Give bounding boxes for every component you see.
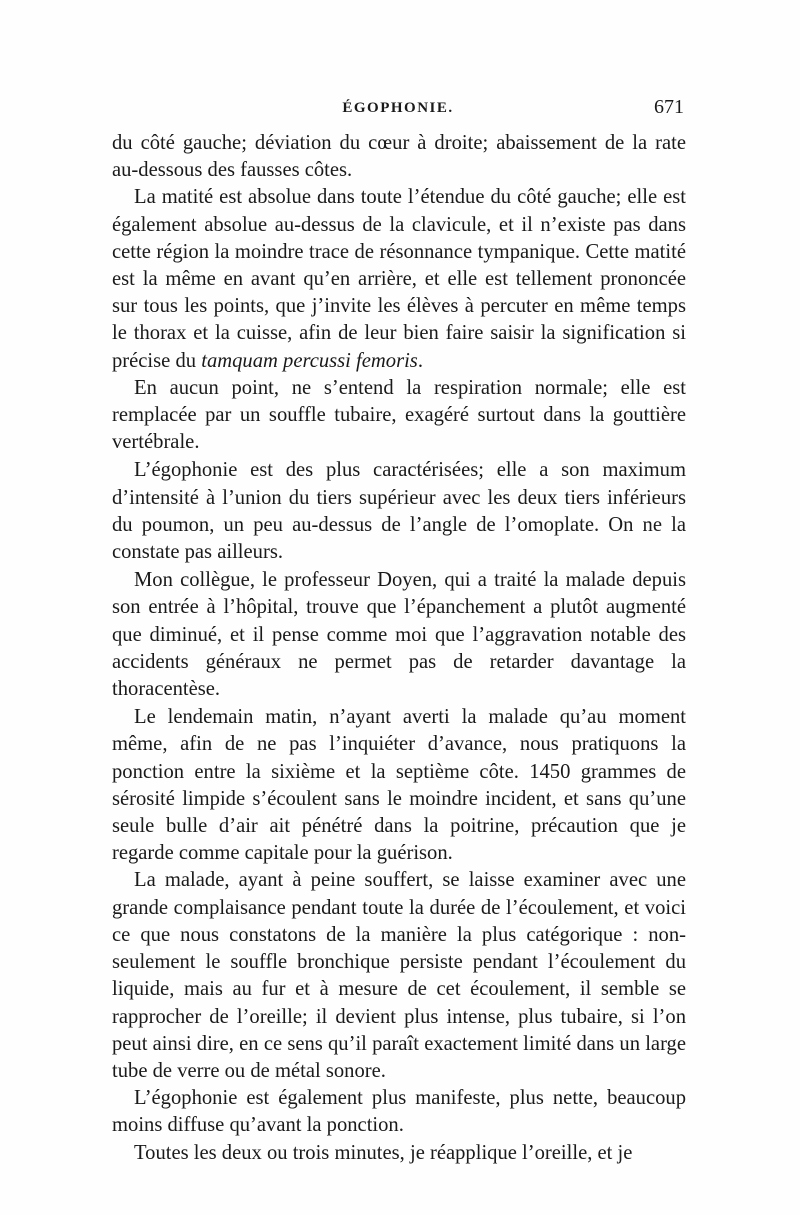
latin-phrase-period: . xyxy=(417,349,423,372)
latin-phrase: tamquam percussi femoris xyxy=(201,349,418,372)
paragraph-3: En aucun point, ne s’entend la respiration normale; elle est remplacée par un souffle tubaire, exagéré surtout dans la gouttière vertébrale. xyxy=(112,376,686,454)
paragraph-6: Le lendemain matin, n’ayant averti la malade qu’au moment même, afin de ne pas l’inquiéter d’avance, nous pratiquons la ponction entre la sixième et la septième côte. 1450 grammes de sérosité limpide s’écoulent sans le moindre incident, et sans qu’une seule bulle d’air ait pénétré dans la poitrine, précaution que je regarde comme capitale pour la guérison. xyxy=(112,706,686,865)
paragraph-9: Toutes les deux ou trois minutes, je réapplique l’oreille, et je xyxy=(134,1141,633,1164)
paragraph-4: L’égophonie est des plus caractérisées; elle a son maximum d’intensité à l’union du tiers supérieur avec les deux tiers inférieurs du poumon, un peu au-dessus de l’angle de l’omoplate. On ne la constate pas ailleurs. xyxy=(112,459,686,564)
paragraph-8: L’égophonie est également plus manifeste, plus nette, beaucoup moins diffuse qu’avant la ponction. xyxy=(112,1087,686,1137)
running-head xyxy=(112,96,684,126)
paragraph-1: du côté gauche; déviation du cœur à droite; abaissement de la rate au-dessous des fausses côtes. xyxy=(112,132,686,182)
paragraph-2 xyxy=(112,184,686,374)
running-title: ÉGOPHONIE. xyxy=(342,100,454,116)
paragraph-7: La malade, ayant à peine souffert, se laisse examiner avec une grande complaisance pendant toute la durée de l’écoulement, et voici ce que nous constatons de la manière la plus catégorique : non-seulement le souffle bronchique persiste pendant l’écoulement du liquide, mais au fur et à mesure de cet écoulement, il semble se rapprocher de l’oreille; il devient plus intense, plus tubaire, si l’on peut ainsi dire, en ce sens qu’il paraît exactement limité dans un large tube de verre ou de métal sonore. xyxy=(112,869,686,1082)
page-number: 671 xyxy=(654,96,684,118)
body-text xyxy=(112,130,686,1167)
paragraph-2-text: La matité est absolue dans toute l’étendue du côté gauche; elle est également absolue au-dessus de la clavicule, et il n’existe pas dans cette région la moindre trace de résonnance tympanique. Cette matité est la même en avant qu’en arrière, et elle est tellement prononcée sur tous les points, que j’invite les élèves à percuter en même temps le thorax et la cuisse, afin de leur bien faire saisir la signification si précise du xyxy=(112,186,686,372)
paragraph-5: Mon collègue, le professeur Doyen, qui a traité la malade depuis son entrée à l’hôpital, trouve que l’épanchement a plutôt augmenté que diminué, et il pense comme moi que l’aggravation notable des accidents généraux ne permet pas de retarder davantage la thoracentèse. xyxy=(112,569,686,701)
